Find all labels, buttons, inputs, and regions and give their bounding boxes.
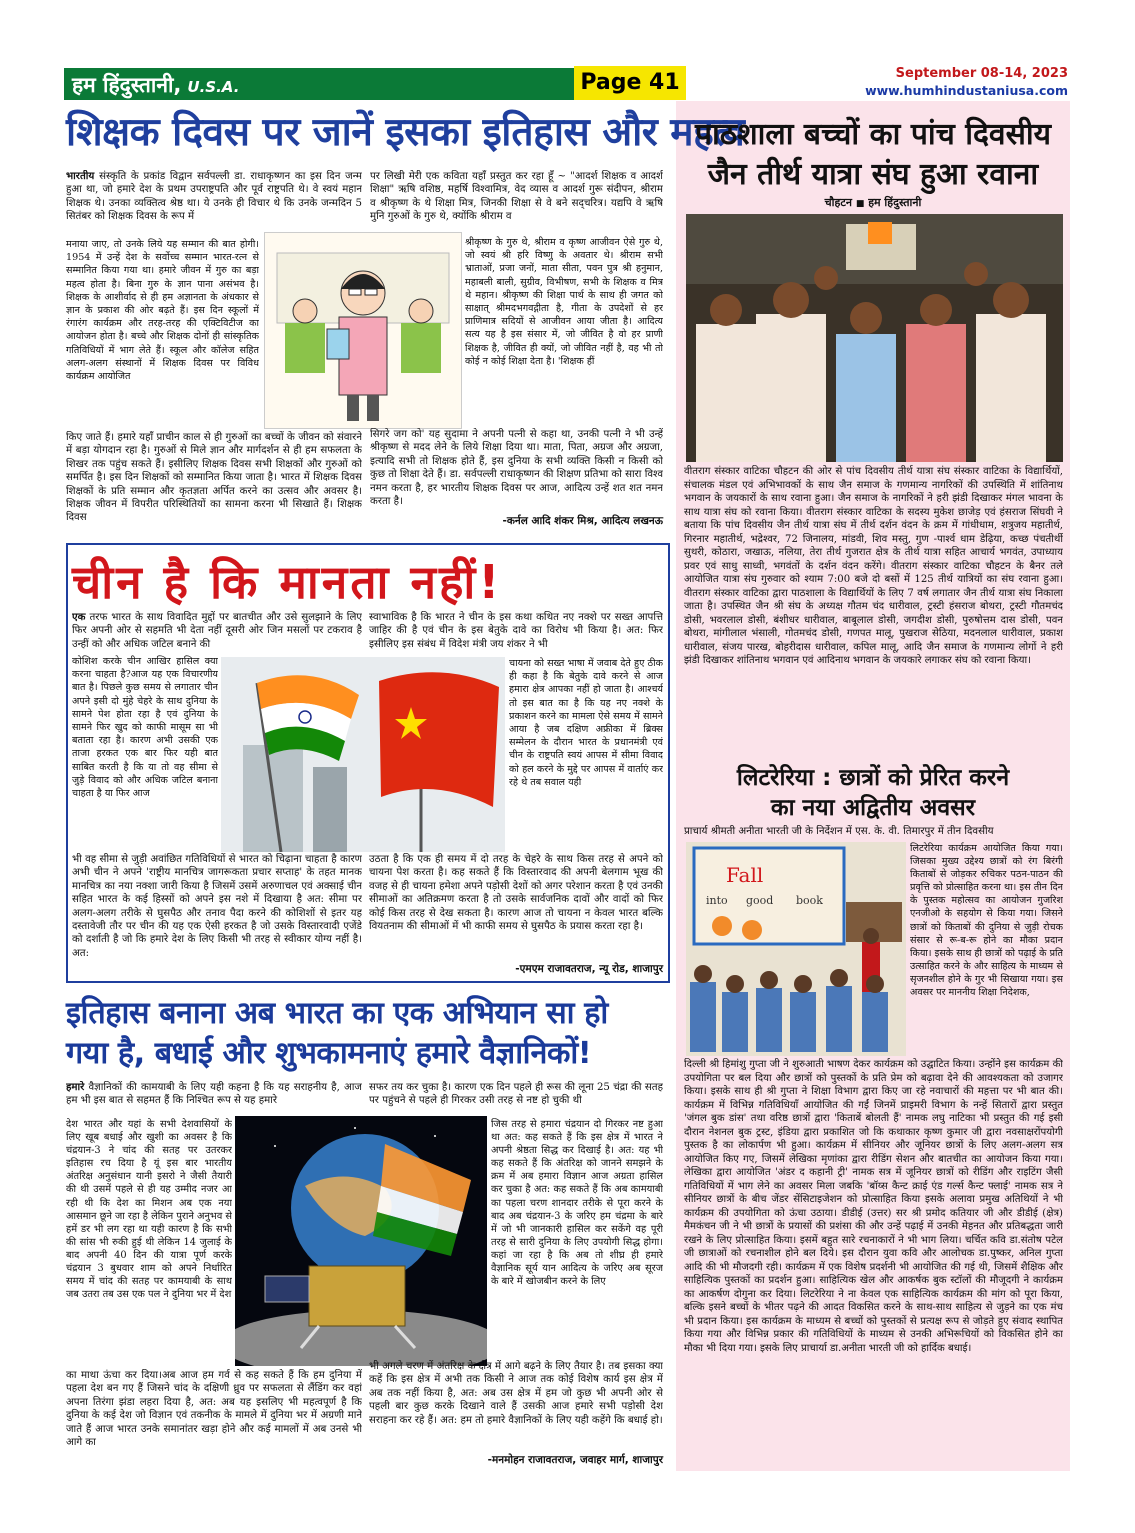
article1-headline: शिक्षक दिवस पर जानें इसका इतिहास और महत्व (66, 110, 745, 155)
flags-india-china (221, 657, 505, 852)
article1-para4: पर लिखी मेरी एक कविता यहाँ प्रस्तुत कर रहा हूँ ~ "आदर्श शिक्षक व आदर्श शिक्षा" ऋषि वशिष्ठ, महर्षि विश्वामित्र, वेद व्यास व आदर्श गुरू संदीपन, श्रीराम व श्रीकृष्ण के थे शिक्षा मित्र, जिनकी शिक्षा से वे बने सद्चरित्र। यद्यपि वे ऋषि मुनि गुरुओं के गुरु थे, क्योंकि श्रीराम व (370, 171, 663, 223)
article5-para2: लिटरेरिया कार्यक्रम आयोजित किया गया। जिसका मुख्य उद्देश्य छात्रों को रंग बिरंगी किताबों से जोड़कर रुचिकर पठन-पाठन की प्रवृत्ति को प्रोत्साहित करना था। इस तीन दिन के पुस्तक महोत्सव का आयोजन गुजरिश एनजीओ के सहयोग से किया गया। जिसने छात्रों को किताबों की दुनिया से जुड़ी रोचक संसार से रू-ब-रू होने का मौका प्रदान किया। इसके साथ ही छात्रों को पढ़ाई के प्रति उत्साहित करने के और साहित्य के माध्यम से सृजनशील होने के गुर भी सिखाया गया। इस अवसर पर माननीय शिक्षा निदेशक, (910, 843, 1063, 999)
article1-para6: सिगरे जग को' यह सुदामा ने अपनी पत्नी से कहा था, उनकी पत्नी ने भी उन्हें श्रीकृष्ण से मदद लेने के लिये शिक्षा दिया था। माता, पिता, अग्रज और अग्रजा, इत्यादि सभी तो शिक्षक होते हैं, इस दुनिया के सभी व्यक्ति किसी न किसी को कुछ तो शिक्षा देते हैं। डा. सर्वपल्ली राधाकृष्णन की शिक्षण प्रतिभा को सारा विश्व नमन करता है, हर भारतीय शिक्षक दिवस पर आज, आदित्य उन्हें शत शत नमन करता है। (370, 429, 663, 508)
mural-text-3: good (746, 894, 774, 907)
dateline-square-icon: ■ (855, 199, 865, 209)
article5-headline-line1: लिटरेरिया : छात्रों को प्रेरित करने (736, 765, 1010, 791)
article2-para5: चायना को सख्त भाषा में जवाब देते हुए ठीक ही कहा है कि बेतुके दावे करने से आज हमारा क्षेत्र आपका नहीं हो जाता है। आश्चर्य तो इस बात का है कि यह नए नक्शे के प्रकाशन करने का मामला ऐसे समय में सामने आया है जब दक्षिण अफ्रीका में ब्रिक्स सम्मेलन के दौरान भारत के प्रधानमंत्री एवं चीन के राष्ट्रपति स्वयं आपस में सीमा विवाद को हल करने के मुद्दे पर आपस में वार्ताएं कर रहे थे तब सवाल यही (509, 658, 663, 788)
article2-para1: एक तरफ भारत के साथ विवादित मुद्दों पर बातचीत और उसे सुलझाने के लिए फिर अपनी ओर से सहमति भी देता नहीं दूसरी ओर जिन मसलों पर टकराव है उन्हीं को और अधिक जटिल बनाने की (72, 611, 362, 650)
article3-byline: -मनमोहन राजावतराज, जवाहर मार्ग, शाजापुर (487, 1454, 663, 1466)
book-fair-photo (686, 842, 906, 1056)
article2-byline: -एमएम राजावतराज, न्यू रोड, शाजापुर (515, 963, 663, 975)
article1-byline: -कर्नल आदि शंकर मिश्र, आदित्य लखनऊ (502, 515, 663, 527)
article4-body: वीतराग संस्कार वाटिका चौहटन की ओर से पांच दिवसीय तीर्थ यात्रा संघ संस्कार वाटिका के विद्यार्थियों, संचालक मंडल एवं अभिभावकों के साथ जैन समाज के गणमान्य नागरिकों की उपस्थिति में शांतिनाथ भगवान के जयकारों के साथ रवाना हुआ। जैन समाज के नागरिकों ने हरी झंडी दिखाकर मंगल भावना के साथ यात्रा संघ को रवाना किया। वीतराग संस्कार वाटिका के सदस्य मुकेश छाजेड़ एवं हंसराज सिंघवी ने बताया कि पांच दिवसीय जैन तीर्थ यात्रा संघ में तीर्थ दर्शन वंदन के क्रम में गांधीधाम, शत्रुजय महातीर्थ, गिरनार महातीर्थ, भद्रेश्वर, 72 जिनालय, मांडवी, शिव मस्तु, गुण -पार्श्व धाम डेढ़िया, कच्छ पंचतीर्थी सुथरी, कोठारा, जखाऊ, नलिया, तेरा तीर्थ गुजरात क्षेत्र के तीर्थ यात्रा सहित आचार्य भगवंत, उपाध्याय प्रवर एवं साधु साध्वी, भगवंतों के दर्शन वंदन करेंगे। वीतराग संस्कार वाटिका चौहटन के बैनर तले आयोजित यात्रा संघ गुरुवार को श्याम 7:00 बजे दो बसों में 125 तीर्थ यात्रियों का संघ रवाना हुआ। वीतराग संस्कार वाटिका द्वारा पाठशाला के विद्यार्थियों के लिए 7 वर्ष लगातार जैन तीर्थ यात्रा संघ निकाला जाता है। उपस्थित जैन श्री संघ के अध्यक्ष गौतम चंद धारीवाल, ट्रस्टी हंसराज बोथरा, ट्रस्टी गौतमचंद डोसी, भवरलाल डोसी, बंशीधर धारीवाल, बाबूलाल डोसी, जगदीश डोसी, पुरुषोत्तम दास डोसी, पवन बोथरा, मांगीलाल भंसाली, गोतमचंद डोसी, गणपत मालू, पुखराज सेठिया, मदनलाल धारीवाल, प्रकाश धारीवाल, संजय पारख, बोहरीदास धारीवाल, कपिल मालू, आदि जैन समाज के गणमान्य लोगों ने हरी झंडी दिखाकर शांतिनाथ भगवान एवं आदिनाथ भगवान के जयकारे लगाकर संघ को रवाना किया। (684, 466, 1063, 666)
chandrayaan-moon-lander (235, 1116, 487, 1366)
article3-headline-line2: गया है, बधाई और शुभकामनाएं हमारे वैज्ञानिकों! (66, 1036, 592, 1071)
article3-lead-word: हमारे (66, 1081, 85, 1093)
article5-para3: दिल्ली श्री हिमांशु गुप्ता जी ने शुरुआती भाषण देकर कार्यक्रम को उद्घाटित किया। उन्होंने इस कार्यक्रम की उपयोगिता पर बल दिया और छात्रों को पुस्तकों के प्रति प्रेम को बढ़ावा देने की आवश्यकता को उजागर किया। इसके साथ ही श्री गुप्ता ने शिक्षा विभाग द्वारा किए जा रहे नवाचारों की महत्ता पर भी बात की। कार्यक्रम में विभिन्न गतिविधियाँ आयोजित की गईं जिनमें प्राइमरी विभाग के नन्हें सितारों द्वारा प्रस्तुत 'जंगल बुक डांस' तथा वरिष्ठ छात्रों द्वारा 'किताबें बोलती हैं' नामक लघु नाटिका भी प्रस्तुत की गई इसी दौरान नेशनल बुक ट्रस्ट, इंडिया द्वारा प्रकाशित जो कि कथाकार कृष्ण कुमार जी द्वारा नवसाक्षरोंपयोगी पुस्तक है का लोकार्पण भी हुआ। कार्यक्रम में सीनियर और जूनियर छात्रों के लिए अलग-अलग सत्र आयोजित किए गए, जिसमें लेखिका मृणांका द्वारा रीडिंग सेशन और बातचीत का आयोजन किया गया। लेखिका द्वारा आयोजित 'अंडर द कहानी ट्री' नामक सत्र में जूनियर छात्रों को रीडिंग और राइटिंग जैसी गतिविधियों में भाग लेने का अवसर मिला जबकि 'बॉय्स कैन्ट क्राई एंड गर्ल्स कैन्ट फ्लाई' नामक सत्र ने सीनियर छात्रों के बीच जेंडर सेंसिटाइजेशन को प्रोत्साहित किया इसके अलावा प्रमुख अतिथियों ने भी कार्यक्रम की उपयोगिता को ऊंचा उठाया। डीडीई (उत्तर) सर श्री प्रमोद कतियार जी और डीडीई (क्षेत्र) मैमकंचन जी ने भी छात्रों के प्रयासों की प्रशंसा की और उन्हें पढ़ाई में उनकी मेहनत और प्रतिबद्धता जारी रखने के लिए प्रोत्साहित किया। इसमें बहुत सारे रचनाकारों ने भी भाग लिया। चर्चित कवि डा.संतोष पटेल जी छात्राओं को रचनाशील होने बल दिये। इस दौरान युवा कवि और आलोचक डा.पुष्कर, अनिल गुप्ता आदि की भी मौजदगी रही। कार्यक्रम में एक विशेष प्रदर्शनी भी आयोजित की गई थी, जिसमें शैक्षिक और साहित्यिक पुस्तकों का प्रदर्शन हुआ। साहित्यिक खेल और आकर्षक बुक स्टॉलों की मौजूदगी ने कार्यक्रम का आकर्षण दोगुना कर दिया। लिटरेरिया ने ना केवल एक साहित्यिक कार्यक्रम की मांग को पूरा किया, बल्कि इसने बच्चों के भीतर पढ़ने की आदत विकसित करने के साथ-साथ साहित्य से जुड़ने का एक मंच भी प्रदान किया। इस कार्यक्रम के माध्यम से बच्चों को पुस्तकों से प्रत्यक्ष रूप से जोड़ते हुए संवाद स्थापित किया गया और विभिन्न प्रकार की गतिविधियों के माध्यम से उनकी अभिरूचियों को विकसित होने का मौका भी दिया गया। इसके लिए प्राचार्या डा.अनीता भारती जी को हार्दिक बधाई। (684, 1059, 1063, 1354)
masthead-brand[interactable]: हम हिंदुस्तानी, U.S.A. (72, 73, 240, 97)
article2-para2: कोशिश करके चीन आखिर हासिल क्या करना चाहता है?आज यह एक विचारणीय बात है। पिछले कुछ समय से लगातार चीन अपने इसी दो मुंहे चेहरे के साथ दुनिया के सामने पेश होता रहा है एवं दुनिया के सामने फिर खुद को काफी मासूम सा भी बताता रहा है। कारण अभी उसकी एक ताजा हरकत एक बार फिर यही बात साबित करती है कि या तो वह सीमा से जुड़े विवाद को और अधिक जटिल बनाना चाहता है या फिर आज (72, 656, 218, 800)
article1-para1: भारतीय संस्कृति के प्रकांड विद्वान सर्वपल्ली डा. राधाकृष्णन का इस दिन जन्म हुआ था, जो हमारे देश के प्रथम उपराष्ट्रपति और पूर्व राष्ट्रपति थे। वे स्वयं महान शिक्षक थे। उनका व्यक्तित्व श्रेष्ठ था। ये उनके ही विचार थे कि उनके जन्मदिन 5 सितंबर को शिक्षक दिवस के रूप में (66, 170, 362, 223)
article3-para2: देश भारत और यहां के सभी देशवासियों के लिए खूब बधाई और खुशी का अवसर है कि चंद्रयान-3 ने चांद की सतह पर उतरकर इतिहास रच दिया है यूं इस बार भारतीय अंतरिक्ष अनुसंधान यानी इसरो ने जैसी तैयारी की थी उसमें पहले से ही यह उम्मीद नजर आ रही थी कि देश का मिशन अब एक नया आसमान छूने जा रहा है लेकिन पुराने अनुभव से हमें डर भी लग रहा था यही कारण है कि सभी की सांस भी रुकी हुई थी लेकिन 14 जुलाई के बाद अपनी 40 दिन की यात्रा पूर्ण करके चंद्रयान 3 बुधवार शाम को अपने निर्धारित समय में चांद की सतह पर कामयाबी के साथ जब उतरा तब उस एक पल ने दुनिया भर में देश (66, 1119, 232, 1301)
article2-headline: चीन है कि मानता नहीं! (72, 555, 503, 609)
article2-para6: उठता है कि एक ही समय में दो तरह के चेहरे के साथ किस तरह से अपने को चायना पेश करता है। कह सकते हैं कि विस्तारवाद की अपनी बेलगाम भूख की वजह से ही चायना हमेशा अपने पड़ोसी देशों को अगर परेशान करता है एवं उनकी सीमाओं का अतिक्रमण करता है तो उसके सार्वजनिक दावों और वादों को फिर कोई किस तरह से देख सकता है। कारण आज तो चायना न केवल भारत बल्कि वियतनाम की सीमाओं में भी काफी समय से घुसपैठ के प्रयास करता रहा है। (369, 854, 663, 933)
article1-lead-word: भारतीय (66, 170, 95, 182)
masthead-brand-suffix: U.S.A. (187, 78, 240, 96)
article1-para3: किए जाते हैं। हमारे यहाँ प्राचीन काल से ही गुरुओं का बच्चों के जीवन को संवारने में बड़ा योगदान रहा है। गुरुओं से मिले ज्ञान और मार्गदर्शन से ही हम सफलता के शिखर तक पहुंच सकते हैं। इसीलिए शिक्षक दिवस सभी शिक्षकों और गुरुओं को समर्पित है। इस दिन शिक्षकों को सम्मानित किया जाता है। भारत में शिक्षक दिवस शिक्षकों के प्रति सम्मान और कृतज्ञता अर्पित करने का उत्सव और अवसर है। शिक्षक जीवन में विपरीत परिस्थितियों का सामना करना भी सिखाते हैं। शिक्षक दिवस (66, 432, 362, 524)
teacher-cartoon (264, 232, 462, 429)
article2-para4: स्वाभाविक है कि भारत ने चीन के इस कथा कथित नए नक्शे पर सख्त आपत्ति जाहिर की है एवं चीन के इस बेतुके दावे का विरोध भी किया है। अत: फिर इसीलिए इस संबंध में विदेश मंत्री जय शंकर ने भी (369, 612, 663, 650)
article4-dateline: चौहटन ■ हम हिंदुस्तानी (824, 196, 922, 209)
article5-headline-line2: का नया अद्वितीय अवसर (770, 795, 976, 821)
article1-para5: श्रीकृष्ण के गुरु थे, श्रीराम व कृष्ण आजीवन ऐसे गुरु थे, जो स्वयं श्री हरि विष्णु के अवतार थे। श्रीराम सभी भ्राताओं, प्रजा जनों, माता सीता, पवन पुत्र श्री हनुमान, महाबली बाली, सुग्रीव, विभीषण, सभी के शिक्षक व मित्र थे महान। श्रीकृष्ण की शिक्षा पार्थ के साथ ही जगत को साक्षात् श्रीमदभगवद्गीता है, गीता के उपदेशों से हर प्राणिमात्र सदियों से आजीवन आया जीता है। आदित्य सत्य यह है इस संसार में, जो जीवित है वो हर प्राणी शिक्षक है, जीवित ही क्यों, जो जीवित नहीं है, वह भी तो कोई न कोई शिक्षा देता है। 'शिक्षक हीं (465, 237, 663, 367)
website-link[interactable]: www.humhindustaniusa.com (865, 83, 1068, 98)
article4-headline-line1: पाठशाला बच्चों का पांच दिवसीय (694, 117, 1052, 152)
article3-para5: जिस तरह से हमारा चंद्रयान दो गिरकर नष्ट हुआ था अत: कह सकते हैं कि इस क्षेत्र में भारत ने अपनी श्रेष्ठता सिद्ध कर दिखाई है। अत: यह भी कह सकते हैं कि अंतरिक्ष को जानने समझने के क्रम में अब हमारा विज्ञान आज अग्रता हासिल कर चुका है अत: कह सकते हैं कि अब कामयाबी का पहला चरण शानदार तरीके से पूरा करने के बाद अब चंद्रयान-3 के जरिए हम चंद्रमा के बारे में जो भी जानकारी हासिल कर सकेंगे वह पूरी तरह से सारी दुनिया के लिए उपयोगी सिद्ध होगा। कहां जा रहा है कि अब तो शीघ्र ही हमारे वैज्ञानिक सूर्य यान आदित्य के जरिए अब सूरज के बारे में खोजबीन करने के लिए (491, 1119, 663, 1288)
pilgrims-group-photo (686, 214, 1063, 462)
mural-text-1: Fall (726, 863, 764, 887)
page-number: Page 41 (574, 66, 686, 100)
mural-text-2: into (706, 894, 728, 907)
article1-para2: मनाया जाए, तो उनके लिये यह सम्मान की बात होगी।1954 में उन्हें देश के सर्वोच्च सम्मान भारत-रत्न से सम्मानित किया गया था। हमारे जीवन में गुरु का बड़ा महत्व होता है। बिना गुरु के ज्ञान पाना असंभव है। शिक्षक के आशीर्वाद से ही हम अज्ञानता के अंधकार से ज्ञान के प्रकाश की ओर बढ़ते हैं। इस दिन स्कूलों में रंगारंग कार्यक्रम और तरह-तरह की एक्टिविटीज का आयोजन होता है। बच्चे और शिक्षक दोनों ही सांस्कृतिक गतिविधियों में भाग लेते हैं। स्कूल और कॉलेज सहित अलग-अलग संस्थानों में शिक्षक दिवस पर विविध कार्यक्रम आयोजित (66, 239, 259, 383)
issue-date: September 08-14, 2023 (895, 66, 1068, 81)
article4-headline-line2: जैन तीर्थ यात्रा संघ हुआ रवाना (707, 157, 1039, 192)
article3-para3: का माथा ऊंचा कर दिया।अब आज हम गर्व से कह सकते हैं कि हम दुनिया में पहला देश बन गए हैं जिसने चांद के दक्षिणी ध्रुव पर सफलता से लैंडिंग कर वहां अपना तिरंगा झंडा लहरा दिया है, अत: अब यह इसलिए भी महत्वपूर्ण है कि दुनिया के कई देश जो विज्ञान एवं तकनीक के मामले में दुनिया भर में अग्रणी माने जाते हैं आज भारत उनके समानांतर खड़ा होने और कई मामलों में अब उनसे भी आगे का (66, 1370, 362, 1449)
article5-para1: प्राचार्य श्रीमती अनीता भारती जी के निर्देशन में एस. के. वी. तिमारपुर में तीन दिवसीय (684, 826, 994, 837)
article3-para6: भी अगले चरण में अंतरिक्ष के क्षेत्र में आगे बढ़ने के लिए तैयार है। तब इसका क्या कहें कि इस क्षेत्र में अभी तक किसी ने आज तक कोई विशेष कार्य इस क्षेत्र में अब तक नहीं किया है, अत: अब उस क्षेत्र में हम जो कुछ भी अपनी ओर से पहली बार कुछ करके दिखाने वाले हैं उसकी आज हमारे सभी पड़ोसी देश सराहना कर रहे हैं। अत: हम तो हमारे वैज्ञानिकों के लिए यही कहेंगे कि बधाई हो। (369, 1361, 663, 1426)
article3-headline-line1: इतिहास बनाना अब भारत का एक अभियान सा हो (66, 996, 608, 1031)
article3-para4: सफर तय कर चुका है। कारण एक दिन पहले ही रूस की लूना 25 चंद्रा की सतह पर पहुंचने से पहले ही गिरकर उसी तरह से नष्ट हो चुकी थी (369, 1082, 663, 1107)
mural-text-4: book (796, 894, 823, 907)
article2-para3: भी वह सीमा से जुड़ी अवांछित गतिविधियों से भारत को चिढ़ाना चाहता है कारण अभी चीन ने अपने 'राष्ट्रीय मानचित्र जागरूकता प्रचार सप्ताह' के तहत मानक मानचित्र का नया नक्शा जारी किया है जिसमें उसमें अरुणाचल एवं अक्साई चीन सहित भारत के कई हिस्सों को अपने इस नशे में दिखाया है अत: सीमा पर अलग-अलग तरीके से घुसपैठ और तनाव पैदा करने की कोशिशों से इतर यह दस्तावेजी तौर पर चीन की यह एक ऐसी हरकत है जो उसके विस्तारवादी एजेंडे को दर्शाती है जो कि हमारे देश के लिए किसी भी तरह से स्वीकार योग्य नहीं है। अत: (72, 854, 362, 959)
article2-lead-word: एक (72, 611, 86, 623)
article3-para1: हमारे वैज्ञानिकों की कामयाबी के लिए यही कहना है कि यह सराहनीय है, आज हम भी इस बात से सहमत हैं कि निश्चित रूप से यह हमारे (66, 1081, 362, 1107)
